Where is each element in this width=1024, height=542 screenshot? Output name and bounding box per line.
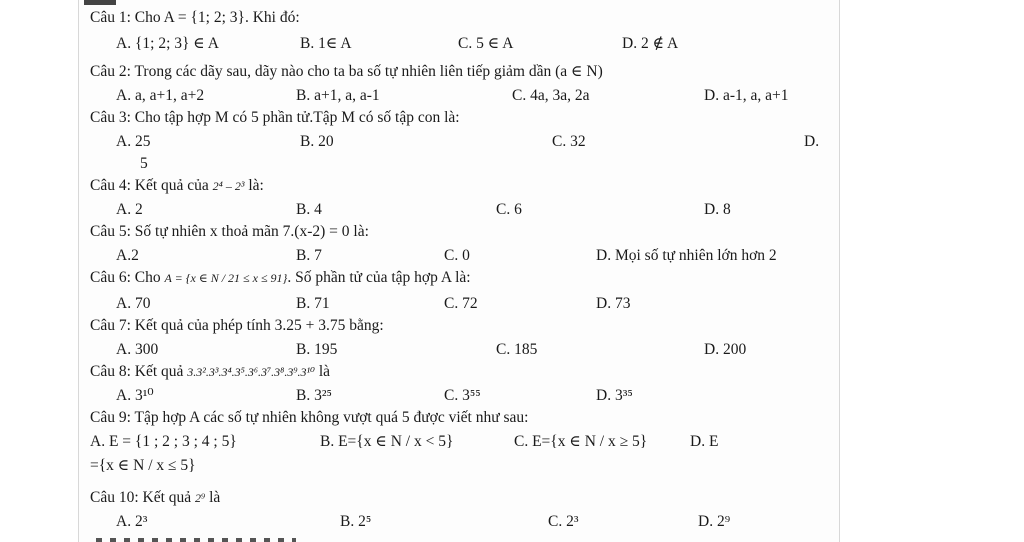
q6-option-d: D. 73 — [596, 295, 631, 312]
q4-option-b: B. 4 — [296, 201, 322, 218]
q3-option-d: D. — [804, 133, 820, 150]
q4-option-d: D. 8 — [704, 201, 731, 218]
q7-option-c: C. 185 — [496, 341, 538, 358]
q9-option-b: B. E={x ∈ N / x < 5} — [320, 433, 454, 450]
q1-option-d: D. 2 ∉ A — [622, 35, 679, 52]
q7-option-b: B. 195 — [296, 341, 338, 358]
q4-expression: 2⁴ – 2³ — [212, 179, 245, 193]
cropped-text-top — [84, 0, 116, 5]
question-4: Câu 4: Kết quả của 2⁴ – 2³ là: — [90, 177, 264, 194]
question-10: Câu 10: Kết quả 2⁹ là — [90, 489, 221, 506]
q10-option-d: D. 2⁹ — [698, 513, 731, 530]
q3-option-d-value: 5 — [140, 155, 148, 172]
q5-option-b: B. 7 — [296, 247, 322, 264]
q9-option-a: A. E = {1 ; 2 ; 3 ; 4 ; 5} — [90, 433, 237, 450]
question-9: Câu 9: Tập hợp A các số tự nhiên không vượt quá 5 được viết như sau: — [90, 409, 529, 426]
q5-option-c: C. 0 — [444, 247, 470, 264]
q3-option-a: A. 25 — [116, 133, 151, 150]
q9-option-d-value: ={x ∈ N / x ≤ 5} — [90, 457, 196, 474]
q8-option-b: B. 3²⁵ — [296, 387, 332, 404]
q5-option-a: A.2 — [116, 247, 139, 264]
q8-option-d: D. 3³⁵ — [596, 387, 633, 404]
q10-option-c: C. 2³ — [548, 513, 579, 530]
q6-set-expression: A = {x ∈ N / 21 ≤ x ≤ 91} — [164, 271, 288, 285]
q4-option-c: C. 6 — [496, 201, 522, 218]
q10-option-a: A. 2³ — [116, 513, 148, 530]
q8-expression: 3.3².3³.3⁴.3⁵.3⁶.3⁷.3⁸.3⁹.3¹⁰ — [187, 365, 315, 379]
q2-option-d: D. a-1, a, a+1 — [704, 87, 789, 104]
question-3: Câu 3: Cho tập hợp M có 5 phần tử.Tập M có số tập con là: — [90, 109, 460, 126]
q8-option-a: A. 3¹⁰ — [116, 387, 154, 404]
question-5: Câu 5: Số tự nhiên x thoả mãn 7.(x-2) = 0 là: — [90, 223, 369, 240]
q3-option-b: B. 20 — [300, 133, 334, 150]
q2-option-c: C. 4a, 3a, 2a — [512, 87, 590, 104]
q9-option-c: C. E={x ∈ N / x ≥ 5} — [514, 433, 648, 450]
question-6: Câu 6: Cho A = {x ∈ N / 21 ≤ x ≤ 91}. Số phần tử của tập hợp A là: — [90, 269, 471, 286]
q9-option-d: D. E — [690, 433, 719, 450]
cropped-text-bottom — [96, 538, 296, 542]
question-7: Câu 7: Kết quả của phép tính 3.25 + 3.75 bằng: — [90, 317, 384, 334]
q2-option-a: A. a, a+1, a+2 — [116, 87, 205, 104]
q1-option-b: B. 1∈ A — [300, 35, 352, 52]
q6-option-a: A. 70 — [116, 295, 151, 312]
q7-option-a: A. 300 — [116, 341, 159, 358]
q10-option-b: B. 2⁵ — [340, 513, 372, 530]
q1-option-c: C. 5 ∈ A — [458, 35, 514, 52]
question-1: Câu 1: Cho A = {1; 2; 3}. Khi đó: — [90, 9, 300, 26]
q1-option-a: A. {1; 2; 3} ∈ A — [116, 35, 219, 52]
q6-option-c: C. 72 — [444, 295, 478, 312]
q8-option-c: C. 3⁵⁵ — [444, 387, 481, 404]
q6-option-b: B. 71 — [296, 295, 330, 312]
q4-option-a: A. 2 — [116, 201, 143, 218]
q7-option-d: D. 200 — [704, 341, 747, 358]
question-8: Câu 8: Kết quả 3.3².3³.3⁴.3⁵.3⁶.3⁷.3⁸.3⁹.3¹⁰ là — [90, 363, 330, 380]
q10-expression: 2⁹ — [195, 491, 206, 505]
q3-option-c: C. 32 — [552, 133, 586, 150]
q5-option-d: D. Mọi số tự nhiên lớn hơn 2 — [596, 247, 777, 264]
q2-option-b: B. a+1, a, a-1 — [296, 87, 380, 104]
question-2: Câu 2: Trong các dãy sau, dãy nào cho ta ba số tự nhiên liên tiếp giảm dần (a ∈ N) — [90, 63, 603, 80]
